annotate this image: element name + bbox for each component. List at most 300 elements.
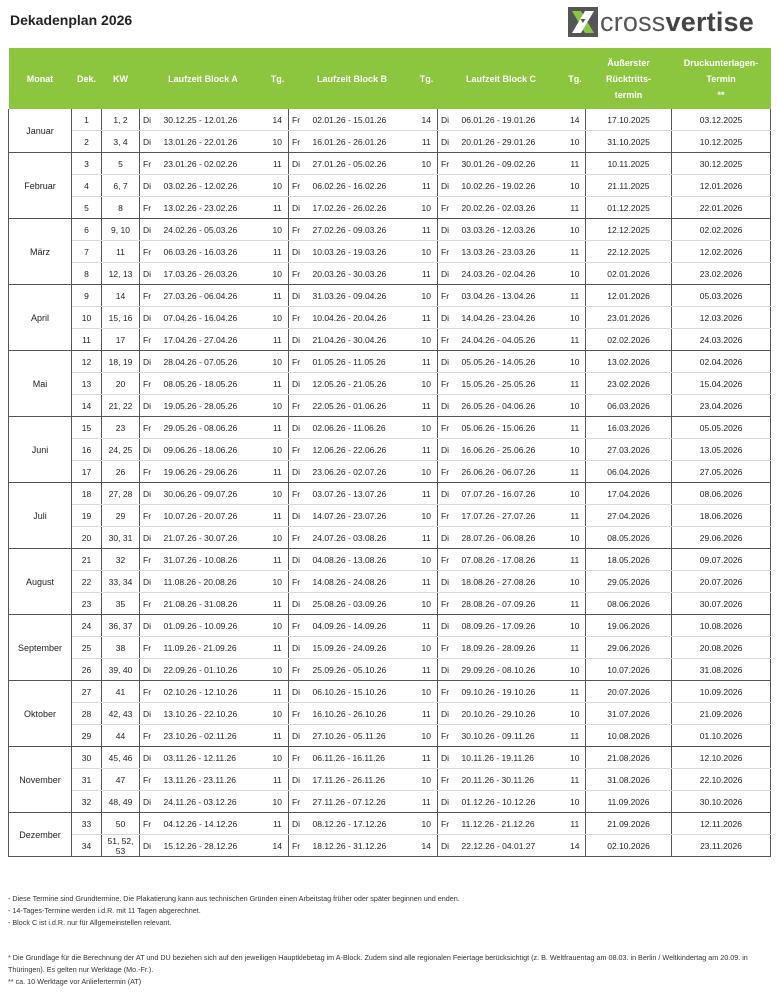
- block-b-tg-cell: 10: [416, 285, 438, 307]
- kw-cell: 5: [102, 153, 140, 175]
- table-header-row: [9, 48, 771, 109]
- kw-cell: 30, 31: [102, 527, 140, 549]
- block-b-day-cell: Fr: [289, 307, 309, 329]
- kw-cell: 51, 52, 53: [102, 835, 140, 857]
- ruecktritt-cell: 10.07.2026: [586, 659, 672, 681]
- block-c-range-cell: 29.09.26 - 08.10.26: [458, 659, 565, 681]
- block-a-tg-cell: 14: [267, 835, 289, 857]
- block-a-range-cell: 19.06.26 - 29.06.26: [160, 461, 267, 483]
- block-a-day-cell: Di: [140, 703, 160, 725]
- month-cell: Januar: [9, 109, 72, 153]
- block-b-day-cell: Di: [289, 461, 309, 483]
- block-c-day-cell: Fr: [438, 153, 458, 175]
- block-b-tg-cell: 10: [416, 461, 438, 483]
- block-a-tg-cell: 10: [267, 395, 289, 417]
- block-b-tg-cell: 11: [416, 307, 438, 329]
- block-c-tg-cell: 11: [565, 461, 586, 483]
- block-a-range-cell: 07.04.26 - 16.04.26: [160, 307, 267, 329]
- block-b-range-cell: 06.10.26 - 15.10.26: [309, 681, 416, 703]
- table-row: [9, 351, 771, 373]
- ruecktritt-cell: 20.07.2026: [586, 681, 672, 703]
- block-b-day-cell: Fr: [289, 615, 309, 637]
- kw-cell: 36, 37: [102, 615, 140, 637]
- table-row: [9, 329, 771, 351]
- block-c-day-cell: Fr: [438, 241, 458, 263]
- ruecktritt-cell: 10.11.2025: [586, 153, 672, 175]
- block-a-day-cell: Di: [140, 527, 160, 549]
- druck-cell: 05.05.2026: [672, 417, 771, 439]
- block-a-range-cell: 03.02.26 - 12.02.26: [160, 175, 267, 197]
- ruecktritt-cell: 02.02.2026: [586, 329, 672, 351]
- block-a-tg-cell: 10: [267, 703, 289, 725]
- block-c-range-cell: 10.11.26 - 19.11.26: [458, 747, 565, 769]
- block-c-day-cell: Fr: [438, 373, 458, 395]
- druck-cell: 21.09.2026: [672, 703, 771, 725]
- block-b-range-cell: 27.02.26 - 09.03.26: [309, 219, 416, 241]
- table-row: [9, 483, 771, 505]
- block-c-tg-cell: 11: [565, 725, 586, 747]
- block-a-day-cell: Di: [140, 263, 160, 285]
- block-b-day-cell: Fr: [289, 703, 309, 725]
- block-b-day-cell: Fr: [289, 835, 309, 857]
- block-c-day-cell: Di: [438, 439, 458, 461]
- block-c-day-cell: Fr: [438, 593, 458, 615]
- block-a-tg-cell: 10: [267, 571, 289, 593]
- block-c-range-cell: 16.06.26 - 25.06.26: [458, 439, 565, 461]
- block-a-range-cell: 13.10.26 - 22.10.26: [160, 703, 267, 725]
- header-tg-b: Tg.: [416, 48, 438, 109]
- block-a-range-cell: 21.07.26 - 30.07.26: [160, 527, 267, 549]
- block-b-day-cell: Fr: [289, 439, 309, 461]
- block-b-range-cell: 10.03.26 - 19.03.26: [309, 241, 416, 263]
- block-b-range-cell: 04.09.26 - 14.09.26: [309, 615, 416, 637]
- kw-cell: 11: [102, 241, 140, 263]
- block-a-day-cell: Di: [140, 175, 160, 197]
- block-b-range-cell: 25.09.26 - 05.10.26: [309, 659, 416, 681]
- block-c-day-cell: Di: [438, 351, 458, 373]
- block-a-tg-cell: 11: [267, 725, 289, 747]
- ruecktritt-cell: 21.08.2026: [586, 747, 672, 769]
- block-a-tg-cell: 10: [267, 307, 289, 329]
- block-b-range-cell: 16.01.26 - 26.01.26: [309, 131, 416, 153]
- block-c-day-cell: Di: [438, 615, 458, 637]
- block-a-day-cell: Di: [140, 483, 160, 505]
- logo-x-icon: [568, 7, 598, 37]
- druck-cell: 15.04.2026: [672, 373, 771, 395]
- block-b-tg-cell: 11: [416, 703, 438, 725]
- block-b-day-cell: Fr: [289, 659, 309, 681]
- block-a-tg-cell: 11: [267, 329, 289, 351]
- table-body: [9, 109, 771, 857]
- druck-cell: 24.03.2026: [672, 329, 771, 351]
- block-c-range-cell: 13.03.26 - 23.03.26: [458, 241, 565, 263]
- table-row: [9, 241, 771, 263]
- block-a-range-cell: 30.12.25 - 12.01.26: [160, 109, 267, 131]
- block-a-tg-cell: 10: [267, 439, 289, 461]
- block-c-day-cell: Fr: [438, 417, 458, 439]
- month-cell: Mai: [9, 351, 72, 417]
- table-row: [9, 813, 771, 835]
- ruecktritt-cell: 21.11.2025: [586, 175, 672, 197]
- dekade-cell: 21: [72, 549, 102, 571]
- block-a-tg-cell: 10: [267, 747, 289, 769]
- dekade-cell: 25: [72, 637, 102, 659]
- block-c-day-cell: Di: [438, 571, 458, 593]
- block-a-day-cell: Fr: [140, 285, 160, 307]
- block-a-range-cell: 17.03.26 - 26.03.26: [160, 263, 267, 285]
- block-a-day-cell: Di: [140, 395, 160, 417]
- dekade-cell: 31: [72, 769, 102, 791]
- block-a-day-cell: Fr: [140, 769, 160, 791]
- block-a-tg-cell: 10: [267, 351, 289, 373]
- table-row: [9, 461, 771, 483]
- kw-cell: 38: [102, 637, 140, 659]
- block-a-day-cell: Di: [140, 791, 160, 813]
- block-c-tg-cell: 11: [565, 373, 586, 395]
- dekade-cell: 29: [72, 725, 102, 747]
- table-row: [9, 153, 771, 175]
- block-b-day-cell: Di: [289, 549, 309, 571]
- footnote-item: * Die Grundlage für die Berechnung der AT und DU beziehen sich auf den jeweiligen Hauptklebetag im A-Block. Zudem sind alle regionalen Feiertage berücksichtigt (z. B. Weltfrauentag am 08.03. in Berlin / Weltkindertag am 20.09. in Thüringen). Es gelten nur Werktage (Mo.-Fr.).: [8, 953, 748, 974]
- block-a-range-cell: 09.06.26 - 18.06.26: [160, 439, 267, 461]
- block-c-day-cell: Di: [438, 219, 458, 241]
- kw-cell: 8: [102, 197, 140, 219]
- dekade-cell: 17: [72, 461, 102, 483]
- block-b-day-cell: Fr: [289, 263, 309, 285]
- block-c-tg-cell: 11: [565, 285, 586, 307]
- block-a-tg-cell: 11: [267, 461, 289, 483]
- block-c-tg-cell: 10: [565, 351, 586, 373]
- block-c-tg-cell: 11: [565, 505, 586, 527]
- kw-cell: 18, 19: [102, 351, 140, 373]
- month-cell: August: [9, 549, 72, 615]
- block-a-tg-cell: 10: [267, 131, 289, 153]
- table-row: [9, 527, 771, 549]
- dekade-cell: 6: [72, 219, 102, 241]
- block-b-day-cell: Fr: [289, 219, 309, 241]
- month-cell: November: [9, 747, 72, 813]
- block-a-day-cell: Fr: [140, 241, 160, 263]
- block-c-day-cell: Fr: [438, 285, 458, 307]
- ruecktritt-cell: 31.08.2026: [586, 769, 672, 791]
- block-b-day-cell: Di: [289, 637, 309, 659]
- block-b-tg-cell: 11: [416, 483, 438, 505]
- druck-cell: 23.02.2026: [672, 263, 771, 285]
- druck-cell: 22.10.2026: [672, 769, 771, 791]
- dekade-cell: 3: [72, 153, 102, 175]
- block-b-range-cell: 22.05.26 - 01.06.26: [309, 395, 416, 417]
- block-a-tg-cell: 11: [267, 681, 289, 703]
- block-c-range-cell: 05.05.26 - 14.05.26: [458, 351, 565, 373]
- block-c-day-cell: Di: [438, 835, 458, 857]
- ruecktritt-cell: 13.02.2026: [586, 351, 672, 373]
- block-b-range-cell: 14.07.26 - 23.07.26: [309, 505, 416, 527]
- block-c-range-cell: 24.03.26 - 02.04.26: [458, 263, 565, 285]
- block-c-day-cell: Fr: [438, 681, 458, 703]
- kw-cell: 42, 43: [102, 703, 140, 725]
- block-b-day-cell: Di: [289, 725, 309, 747]
- kw-cell: 12, 13: [102, 263, 140, 285]
- kw-cell: 17: [102, 329, 140, 351]
- kw-cell: 1, 2: [102, 109, 140, 131]
- dekade-cell: 20: [72, 527, 102, 549]
- block-a-tg-cell: 10: [267, 527, 289, 549]
- block-a-tg-cell: 14: [267, 109, 289, 131]
- block-b-day-cell: Fr: [289, 109, 309, 131]
- table-row: [9, 593, 771, 615]
- block-c-day-cell: Di: [438, 747, 458, 769]
- block-c-tg-cell: 11: [565, 197, 586, 219]
- block-a-range-cell: 06.03.26 - 16.03.26: [160, 241, 267, 263]
- block-a-range-cell: 21.08.26 - 31.08.26: [160, 593, 267, 615]
- block-a-day-cell: Fr: [140, 461, 160, 483]
- block-c-day-cell: Fr: [438, 549, 458, 571]
- kw-cell: 26: [102, 461, 140, 483]
- block-b-day-cell: Fr: [289, 483, 309, 505]
- month-cell: September: [9, 615, 72, 681]
- druck-cell: 10.08.2026: [672, 615, 771, 637]
- header-kw: KW: [102, 48, 140, 109]
- block-b-range-cell: 27.01.26 - 05.02.26: [309, 153, 416, 175]
- block-c-day-cell: Di: [438, 131, 458, 153]
- block-c-range-cell: 09.10.26 - 19.10.26: [458, 681, 565, 703]
- dekade-cell: 8: [72, 263, 102, 285]
- block-b-day-cell: Di: [289, 153, 309, 175]
- druck-cell: 27.05.2026: [672, 461, 771, 483]
- druck-cell: 09.07.2026: [672, 549, 771, 571]
- block-c-tg-cell: 14: [565, 109, 586, 131]
- kw-cell: 41: [102, 681, 140, 703]
- block-b-range-cell: 27.11.26 - 07.12.26: [309, 791, 416, 813]
- block-a-range-cell: 27.03.26 - 06.04.26: [160, 285, 267, 307]
- table-row: [9, 747, 771, 769]
- druck-cell: 12.01.2026: [672, 175, 771, 197]
- block-b-day-cell: Fr: [289, 571, 309, 593]
- dekade-cell: 15: [72, 417, 102, 439]
- dekade-cell: 34: [72, 835, 102, 857]
- block-b-range-cell: 21.04.26 - 30.04.26: [309, 329, 416, 351]
- kw-cell: 29: [102, 505, 140, 527]
- druck-cell: 31.08.2026: [672, 659, 771, 681]
- block-c-day-cell: Di: [438, 307, 458, 329]
- dekade-cell: 10: [72, 307, 102, 329]
- block-a-range-cell: 03.11.26 - 12.11.26: [160, 747, 267, 769]
- block-c-tg-cell: 10: [565, 439, 586, 461]
- druck-cell: 02.04.2026: [672, 351, 771, 373]
- block-b-tg-cell: 10: [416, 153, 438, 175]
- block-c-day-cell: Di: [438, 395, 458, 417]
- block-a-tg-cell: 10: [267, 175, 289, 197]
- block-b-tg-cell: 11: [416, 219, 438, 241]
- druck-cell: 08.06.2026: [672, 483, 771, 505]
- block-a-day-cell: Fr: [140, 505, 160, 527]
- ruecktritt-cell: 06.04.2026: [586, 461, 672, 483]
- block-b-range-cell: 18.12.26 - 31.12.26: [309, 835, 416, 857]
- kw-cell: 33, 34: [102, 571, 140, 593]
- block-b-day-cell: Di: [289, 769, 309, 791]
- kw-cell: 14: [102, 285, 140, 307]
- header-tg-c: Tg.: [565, 48, 586, 109]
- block-b-range-cell: 25.08.26 - 03.09.26: [309, 593, 416, 615]
- ruecktritt-cell: 31.07.2026: [586, 703, 672, 725]
- ruecktritt-cell: 06.03.2026: [586, 395, 672, 417]
- block-b-range-cell: 12.05.26 - 21.05.26: [309, 373, 416, 395]
- druck-cell: 13.05.2026: [672, 439, 771, 461]
- dekade-cell: 19: [72, 505, 102, 527]
- dekade-cell: 11: [72, 329, 102, 351]
- table-row: [9, 725, 771, 747]
- block-a-range-cell: 01.09.26 - 10.09.26: [160, 615, 267, 637]
- dekade-cell: 27: [72, 681, 102, 703]
- ruecktritt-cell: 10.08.2026: [586, 725, 672, 747]
- block-a-tg-cell: 10: [267, 219, 289, 241]
- block-b-tg-cell: 10: [416, 725, 438, 747]
- block-a-day-cell: Di: [140, 747, 160, 769]
- block-b-tg-cell: 11: [416, 527, 438, 549]
- block-c-range-cell: 20.02.26 - 02.03.26: [458, 197, 565, 219]
- month-cell: Juli: [9, 483, 72, 549]
- kw-cell: 35: [102, 593, 140, 615]
- druck-cell: 12.10.2026: [672, 747, 771, 769]
- block-c-range-cell: 17.07.26 - 27.07.26: [458, 505, 565, 527]
- table-row: [9, 769, 771, 791]
- block-c-range-cell: 05.06.26 - 15.06.26: [458, 417, 565, 439]
- block-a-day-cell: Fr: [140, 153, 160, 175]
- block-a-tg-cell: 10: [267, 791, 289, 813]
- ruecktritt-cell: 29.06.2026: [586, 637, 672, 659]
- block-c-tg-cell: 10: [565, 483, 586, 505]
- block-b-tg-cell: 10: [416, 417, 438, 439]
- block-b-range-cell: 16.10.26 - 26.10.26: [309, 703, 416, 725]
- block-b-tg-cell: 11: [416, 571, 438, 593]
- month-cell: April: [9, 285, 72, 351]
- block-a-range-cell: 10.07.26 - 20.07.26: [160, 505, 267, 527]
- dekade-cell: 2: [72, 131, 102, 153]
- table-row: [9, 505, 771, 527]
- block-c-day-cell: Di: [438, 659, 458, 681]
- block-b-tg-cell: 10: [416, 329, 438, 351]
- ruecktritt-cell: 12.01.2026: [586, 285, 672, 307]
- block-c-day-cell: Fr: [438, 813, 458, 835]
- block-c-day-cell: Di: [438, 791, 458, 813]
- druck-cell: 30.07.2026: [672, 593, 771, 615]
- block-a-range-cell: 02.10.26 - 12.10.26: [160, 681, 267, 703]
- ruecktritt-cell: 27.03.2026: [586, 439, 672, 461]
- header-monat: Monat: [9, 48, 72, 109]
- block-a-day-cell: Fr: [140, 549, 160, 571]
- block-c-range-cell: 18.08.26 - 27.08.26: [458, 571, 565, 593]
- block-c-day-cell: Di: [438, 527, 458, 549]
- block-a-range-cell: 13.01.26 - 22.01.26: [160, 131, 267, 153]
- table-row: [9, 197, 771, 219]
- block-c-day-cell: Fr: [438, 725, 458, 747]
- block-b-range-cell: 27.10.26 - 05.11.26: [309, 725, 416, 747]
- dekade-cell: 33: [72, 813, 102, 835]
- dekade-cell: 12: [72, 351, 102, 373]
- block-b-day-cell: Di: [289, 681, 309, 703]
- druck-cell: 10.09.2026: [672, 681, 771, 703]
- ruecktritt-cell: 18.05.2026: [586, 549, 672, 571]
- block-a-day-cell: Di: [140, 219, 160, 241]
- kw-cell: 27, 28: [102, 483, 140, 505]
- block-b-range-cell: 04.08.26 - 13.08.26: [309, 549, 416, 571]
- block-b-tg-cell: 10: [416, 197, 438, 219]
- druck-cell: 12.03.2026: [672, 307, 771, 329]
- notes: [8, 893, 768, 929]
- block-c-tg-cell: 10: [565, 571, 586, 593]
- block-a-day-cell: Di: [140, 307, 160, 329]
- note-item: - Diese Termine sind Grundtermine. Die Plakatierung kann aus technischen Gründen einen Arbeitstag früher oder später beginnen und enden.: [8, 894, 460, 903]
- month-cell: Oktober: [9, 681, 72, 747]
- block-a-range-cell: 29.05.26 - 08.06.26: [160, 417, 267, 439]
- block-b-day-cell: Fr: [289, 351, 309, 373]
- block-b-tg-cell: 11: [416, 395, 438, 417]
- block-b-range-cell: 03.07.26 - 13.07.26: [309, 483, 416, 505]
- block-c-tg-cell: 11: [565, 417, 586, 439]
- table-row: [9, 131, 771, 153]
- block-a-tg-cell: 11: [267, 505, 289, 527]
- header-tg-a: Tg.: [267, 48, 289, 109]
- block-c-day-cell: Fr: [438, 461, 458, 483]
- table-row: [9, 791, 771, 813]
- block-b-tg-cell: 10: [416, 241, 438, 263]
- druck-cell: 12.11.2026: [672, 813, 771, 835]
- kw-cell: 9, 10: [102, 219, 140, 241]
- block-b-day-cell: Fr: [289, 747, 309, 769]
- block-b-tg-cell: 11: [416, 659, 438, 681]
- block-b-range-cell: 02.01.26 - 15.01.26: [309, 109, 416, 131]
- druck-cell: 23.11.2026: [672, 835, 771, 857]
- block-b-day-cell: Di: [289, 593, 309, 615]
- block-a-tg-cell: 11: [267, 593, 289, 615]
- header-dek: Dek.: [72, 48, 102, 109]
- block-b-tg-cell: 10: [416, 681, 438, 703]
- block-c-day-cell: Di: [438, 109, 458, 131]
- block-b-tg-cell: 11: [416, 615, 438, 637]
- kw-cell: 39, 40: [102, 659, 140, 681]
- block-a-day-cell: Fr: [140, 373, 160, 395]
- block-c-range-cell: 18.09.26 - 28.09.26: [458, 637, 565, 659]
- table-row: [9, 109, 771, 131]
- block-c-tg-cell: 11: [565, 593, 586, 615]
- kw-cell: 48, 49: [102, 791, 140, 813]
- block-b-range-cell: 15.09.26 - 24.09.26: [309, 637, 416, 659]
- footnote-item: ** ca. 10 Werktage vor Anliefertermin (AT): [8, 977, 142, 986]
- block-c-tg-cell: 11: [565, 769, 586, 791]
- table-row: [9, 263, 771, 285]
- block-a-range-cell: 08.05.26 - 18.05.26: [160, 373, 267, 395]
- block-a-day-cell: Fr: [140, 813, 160, 835]
- block-b-tg-cell: 11: [416, 791, 438, 813]
- table-row: [9, 285, 771, 307]
- block-a-range-cell: 24.11.26 - 03.12.26: [160, 791, 267, 813]
- block-c-day-cell: Di: [438, 263, 458, 285]
- logo-wordmark: crossvertise: [600, 7, 754, 37]
- block-c-tg-cell: 10: [565, 659, 586, 681]
- block-c-tg-cell: 10: [565, 219, 586, 241]
- block-a-range-cell: 15.12.26 - 28.12.26: [160, 835, 267, 857]
- block-a-day-cell: Fr: [140, 593, 160, 615]
- block-a-tg-cell: 11: [267, 197, 289, 219]
- block-c-tg-cell: 10: [565, 263, 586, 285]
- druck-cell: 20.08.2026: [672, 637, 771, 659]
- block-c-range-cell: 26.05.26 - 04.06.26: [458, 395, 565, 417]
- block-c-tg-cell: 10: [565, 615, 586, 637]
- druck-cell: 22.01.2026: [672, 197, 771, 219]
- block-b-day-cell: Di: [289, 505, 309, 527]
- block-b-day-cell: Fr: [289, 395, 309, 417]
- block-b-range-cell: 02.06.26 - 11.06.26: [309, 417, 416, 439]
